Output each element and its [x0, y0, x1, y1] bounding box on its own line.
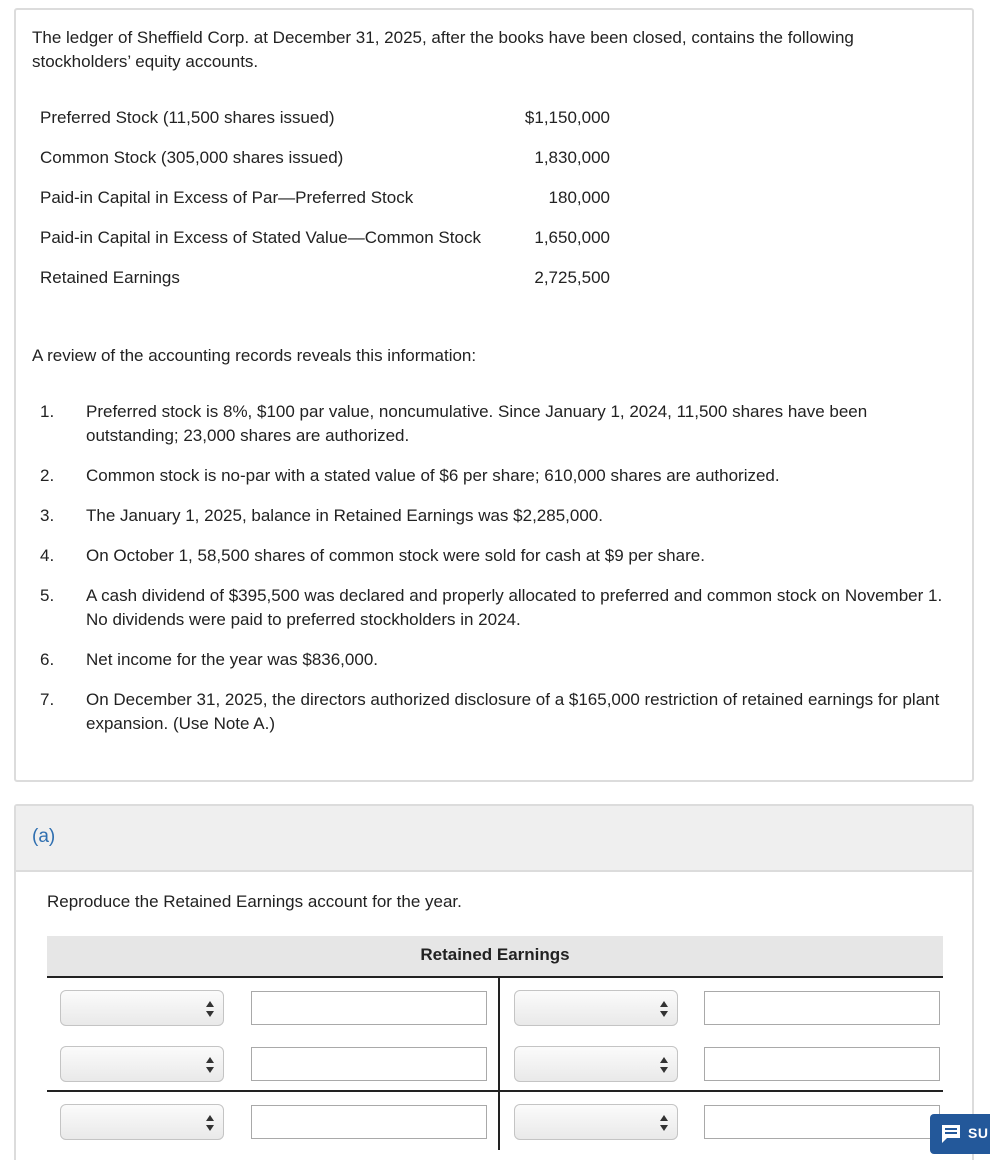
submit-label: SU: [968, 1125, 989, 1141]
updown-arrows-icon: [205, 1113, 215, 1133]
account-row: [40, 106, 610, 130]
item-text: Net income for the year was $836,000.: [86, 650, 378, 669]
intro-text: The ledger of Sheffield Corp. at December 31, 2025, after the books have been closed, contains the following stockholders’ equity accounts.: [32, 28, 854, 71]
account-row: [40, 186, 610, 210]
credit-amount-input[interactable]: [704, 1047, 940, 1081]
debit-account-select[interactable]: [60, 990, 224, 1026]
debit-amount-input[interactable]: [251, 1047, 487, 1081]
account-amount: 1,830,000: [534, 148, 610, 167]
debit-total-input[interactable]: [251, 1105, 487, 1139]
item-number: 6.: [40, 650, 55, 669]
account-amount: 2,725,500: [534, 268, 610, 287]
review-heading: A review of the accounting records reveals this information:: [32, 346, 477, 365]
debit-account-select[interactable]: [60, 1046, 224, 1082]
credit-amount-input[interactable]: [704, 991, 940, 1025]
item-text: A cash dividend of $395,500 was declared and properly allocated to preferred and common stock on November 1. No dividends were paid to preferred stockholders in 2024.: [86, 586, 943, 629]
account-amount: 1,650,000: [534, 228, 610, 247]
problem-panel: [14, 8, 974, 782]
item-number: 5.: [40, 586, 55, 605]
updown-arrows-icon: [659, 999, 669, 1019]
updown-arrows-icon: [659, 1113, 669, 1133]
credit-account-select[interactable]: [514, 1046, 678, 1082]
t-account-total-line: [47, 1090, 943, 1092]
part-label: (a): [32, 826, 56, 847]
item-text: Common stock is no-par with a stated value of $6 per share; 610,000 shares are authorized.: [86, 466, 780, 485]
part-header: [16, 806, 972, 872]
item-number: 2.: [40, 466, 55, 485]
account-row: [40, 266, 610, 290]
account-amount: 180,000: [548, 188, 610, 207]
account-label: Paid-in Capital in Excess of Par—Preferred Stock: [40, 188, 414, 207]
t-account-title: Retained Earnings: [47, 936, 943, 978]
item-text: On December 31, 2025, the directors authorized disclosure of a $165,000 restriction of retained earnings for plant expansion. (Use Note A.): [86, 690, 940, 733]
updown-arrows-icon: [205, 999, 215, 1019]
item-number: 1.: [40, 402, 55, 421]
item-number: 3.: [40, 506, 55, 525]
debit-total-select[interactable]: [60, 1104, 224, 1140]
credit-total-select[interactable]: [514, 1104, 678, 1140]
account-amount: $1,150,000: [524, 108, 610, 127]
comment-icon: [940, 1124, 962, 1144]
instruction-text: Reproduce the Retained Earnings account for the year.: [47, 892, 462, 911]
item-number: 4.: [40, 546, 55, 565]
item-text: Preferred stock is 8%, $100 par value, noncumulative. Since January 1, 2024, 11,500 shares have been outstanding; 23,000 shares are authorized.: [86, 402, 868, 445]
updown-arrows-icon: [659, 1055, 669, 1075]
account-label: Paid-in Capital in Excess of Stated Value—Common Stock: [40, 228, 481, 247]
account-row: [40, 146, 610, 170]
item-text: On October 1, 58,500 shares of common stock were sold for cash at $9 per share.: [86, 546, 705, 565]
credit-total-input[interactable]: [704, 1105, 940, 1139]
updown-arrows-icon: [205, 1055, 215, 1075]
credit-account-select[interactable]: [514, 990, 678, 1026]
account-label: Retained Earnings: [40, 268, 180, 287]
part-a-panel: [14, 804, 974, 1160]
item-text: The January 1, 2025, balance in Retained Earnings was $2,285,000.: [86, 506, 603, 525]
account-label: Preferred Stock (11,500 shares issued): [40, 108, 335, 127]
item-number: 7.: [40, 690, 55, 709]
submit-button[interactable]: [930, 1114, 990, 1154]
t-account-vertical-line: [498, 978, 500, 1150]
debit-amount-input[interactable]: [251, 991, 487, 1025]
account-row: [40, 226, 610, 250]
account-label: Common Stock (305,000 shares issued): [40, 148, 344, 167]
